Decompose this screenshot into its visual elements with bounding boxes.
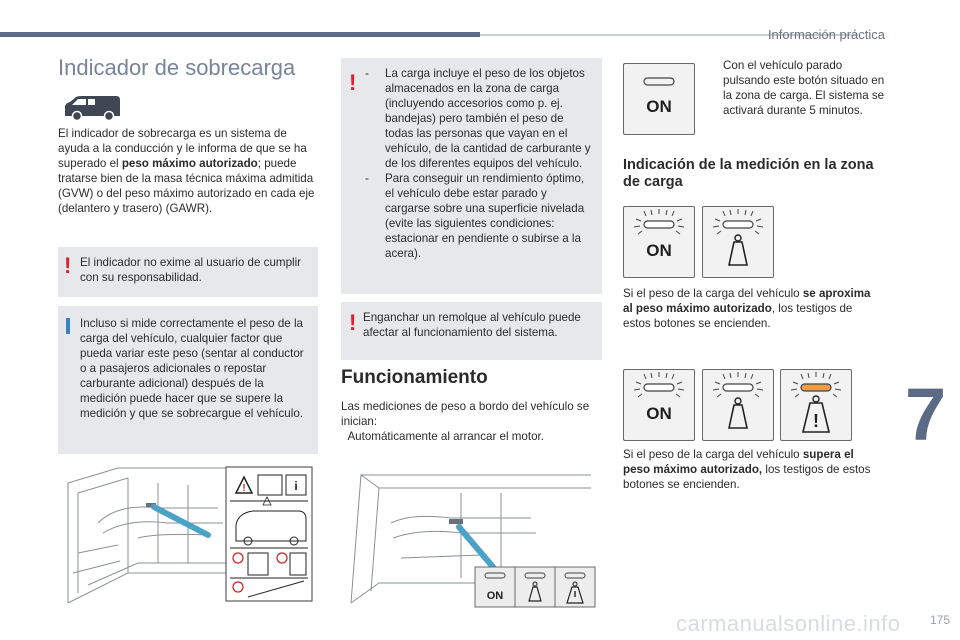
watermark: carmanualsonline.info bbox=[676, 611, 901, 636]
on-label: ON bbox=[646, 404, 672, 423]
list-item: - La carga incluye el peso de los objetos almacenados en la zona de carga (incluyendo accesorios como p. ej. bandejas) pero también el peso de todas las personas que vayan en el vehículo, de la cantidad de carburante y de los diferentes equipos del vehículo. bbox=[365, 67, 591, 170]
on-label: ON bbox=[646, 97, 672, 116]
overload-button-lit[interactable] bbox=[780, 369, 852, 441]
weight-button-lit[interactable] bbox=[702, 206, 774, 278]
warning-box-3 bbox=[341, 302, 602, 360]
col3-bullet: Con el vehículo parado pulsando este botón situado en la zona de carga. El sistema se activará durante 5 minutos. bbox=[723, 59, 885, 117]
func-bullet: Automáticamente al arrancar el motor. bbox=[347, 430, 544, 443]
exclaim-label: ! bbox=[813, 411, 819, 431]
text-exceed: Si el peso de la carga del vehículo supera el peso máximo autorizado, los testigos de estos botones se encienden. bbox=[623, 448, 871, 491]
chapter-number: 7 bbox=[905, 373, 947, 456]
list-item: - Para conseguir un rendimiento óptimo, el vehículo debe estar parado y cargarse sobre una superficie nivelada (evite las siguientes condiciones: estacionar en pendiente o subirse a la acera). bbox=[365, 172, 585, 260]
weight-button-lit[interactable] bbox=[702, 369, 774, 441]
page-number: 175 bbox=[929, 613, 950, 627]
warning-box-1 bbox=[58, 247, 318, 297]
warning-text-1: El indicador no exime al usuario de cumplir con su responsabilidad. bbox=[80, 256, 302, 284]
on-button-lit[interactable] bbox=[623, 369, 695, 441]
van-icon bbox=[62, 94, 122, 122]
info-box-1 bbox=[58, 306, 318, 454]
svg-text:!: ! bbox=[242, 483, 246, 494]
svg-text:i: i bbox=[294, 479, 298, 493]
warning-text-3: Enganchar un remolque al vehículo puede afectar al funcionamiento del sistema. bbox=[363, 311, 581, 339]
func-text: Las mediciones de peso a bordo del vehículo se inician: bbox=[341, 400, 590, 428]
cargo-area-illustration bbox=[58, 463, 318, 605]
on-button[interactable] bbox=[623, 63, 695, 135]
warning-icon: ! bbox=[349, 70, 357, 95]
text-approach: Si el peso de la carga del vehículo se aproxima al peso máximo autorizado, los testigos de estos botones se encienden. bbox=[623, 287, 871, 330]
warning-icon: ! bbox=[349, 310, 357, 335]
info-icon bbox=[66, 318, 70, 334]
section-heading-indicacion: Indicación de la medición en la zona de carga bbox=[623, 157, 874, 190]
warning-box-2 bbox=[341, 58, 602, 294]
info-text-1: Incluso si mide correctamente el peso de la carga del vehículo, cualquier factor que pueda variar este peso (sentar al conductor o a pasajeros adicionales o repostar carburante adicional) después de la medición puede hacer que se supere la medición y que se sobrecargue el vehículo. bbox=[80, 317, 304, 420]
on-label: ON bbox=[646, 241, 672, 260]
on-button-lit[interactable] bbox=[623, 206, 695, 278]
warning-icon: ! bbox=[64, 253, 72, 278]
section-heading-funcionamiento: Funcionamiento bbox=[341, 367, 488, 388]
page-title: Indicador de sobrecarga bbox=[58, 55, 296, 80]
warning-list-2 bbox=[365, 66, 595, 261]
intro-paragraph: El indicador de sobrecarga es un sistema de ayuda a la conducción y le informa de que se ha superado el peso máximo autorizado; puede tratarse bien de la masa técnica máxima admitida (GVW) o del peso máximo autorizado en cada eje (delantero y trasero) (GAWR). bbox=[58, 127, 315, 215]
on-label: ON bbox=[486, 590, 504, 602]
header-bar bbox=[0, 32, 480, 37]
cargo-button-panel-illustration bbox=[341, 463, 603, 608]
section-title: Información práctica bbox=[767, 27, 885, 42]
